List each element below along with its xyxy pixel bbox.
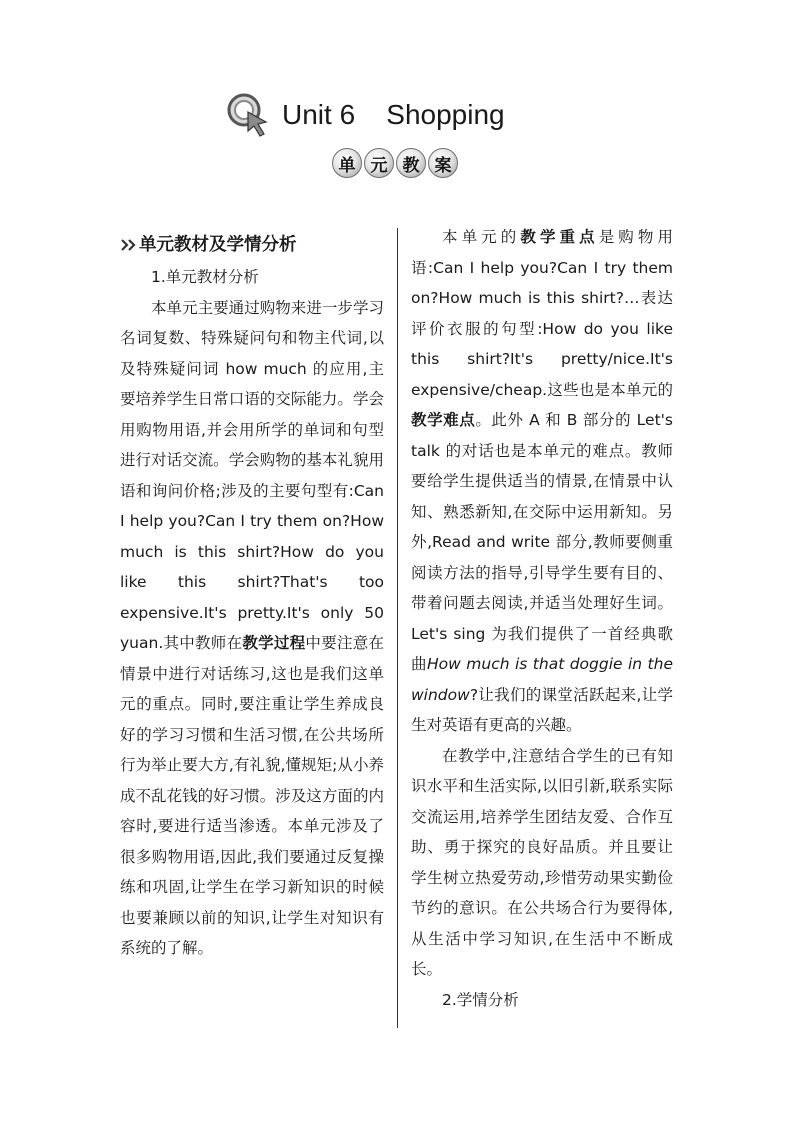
paragraph: 在教学中,注意结合学生的已有知识水平和生活实际,以旧引新,联系实际交流运用,培养学生团结友爱、合作互助、勇于探究的良好品质。并且要让学生树立热爱劳动,珍惜劳动果实勤俭节约的意识。在公共场合行为要得体,从生活中学习知识,在生活中不断成长。 bbox=[411, 746, 673, 978]
section-title: 单元教材及学情分析 bbox=[139, 235, 297, 255]
unit-title-row bbox=[226, 92, 505, 138]
subsection-heading: 1.单元教材分析 bbox=[151, 268, 259, 286]
badge-char: 教 bbox=[396, 148, 426, 178]
text-run: 中要注意在情景中进行对话练习,这也是我们这单元的重点。同时,要注重让学生养成良好的学习习惯和生活习惯,在公共场所行为举止要大方,有礼貌,懂规矩;从小养成不乱花钱的好习惯。涉及这方面的内容时,要进行适当渗透。本单元涉及了很多购物用语,因此,我们要通过反复操练和巩固,让学生在学习新知识的时候也要兼顾以前的知识,让学生对知识有系统的了解。 bbox=[120, 634, 384, 957]
paragraph bbox=[120, 293, 384, 964]
unit-title: Unit 6 Shopping bbox=[282, 99, 505, 130]
badge-char: 单 bbox=[332, 148, 362, 178]
bold-term: 教学重点 bbox=[520, 228, 599, 246]
column-divider bbox=[397, 228, 398, 1028]
double-chevron-icon bbox=[120, 238, 138, 252]
paragraph bbox=[411, 222, 673, 741]
magnifier-cursor-icon bbox=[226, 92, 272, 138]
text-run: 本单元的 bbox=[442, 228, 521, 246]
badge-char: 元 bbox=[364, 148, 394, 178]
left-column bbox=[120, 228, 384, 964]
text-run: 是购物用语:Can I help you?Can I try them on?How much is this shirt?…表达评价衣服的句型:How do you like this shirt?It's pretty/nice.It's expensive/cheap.这些也是本单元的 bbox=[411, 228, 673, 399]
bold-term: 教学过程 bbox=[242, 634, 306, 652]
bold-term: 教学难点 bbox=[411, 411, 476, 429]
section-heading bbox=[120, 228, 384, 262]
badge-char: 案 bbox=[428, 148, 458, 178]
text-run: ?让我们的课堂活跃起来,让学生对英语有更高的兴趣。 bbox=[411, 685, 673, 734]
song-title: How much is that doggie in the window bbox=[411, 655, 673, 704]
right-column bbox=[411, 222, 673, 1015]
text-run: 。此外 A 和 B 部分的 Let's talk 的对话也是本单元的难点。教师要给学生提供适当的情景,在情景中认知、熟悉新知,在交际中运用新知。另外,Read and write 部分,教师要侧重阅读方法的指导,引导学生要有目的、带着问题去阅读,并适当处理好生词。Let's sing 为我们提供了一首经典歌曲 bbox=[411, 411, 673, 673]
lesson-plan-badges bbox=[332, 148, 460, 178]
subsection-heading: 2.学情分析 bbox=[442, 990, 519, 1009]
text-run: 本单元主要通过购物来进一步学习名词复数、特殊疑问句和物主代词,以及特殊疑问词 how much 的应用,主要培养学生日常口语的交际能力。学会用购物用语,并会用所学的单词和句型进行对话交流。学会购物的基本礼貌用语和询问价格;涉及的主要句型有:Can I help you?Can I try them on?How much is this shirt?How do you like this shirt?That's too expensive.It's pretty.It's only 50 yuan.其中教师在 bbox=[120, 298, 384, 652]
